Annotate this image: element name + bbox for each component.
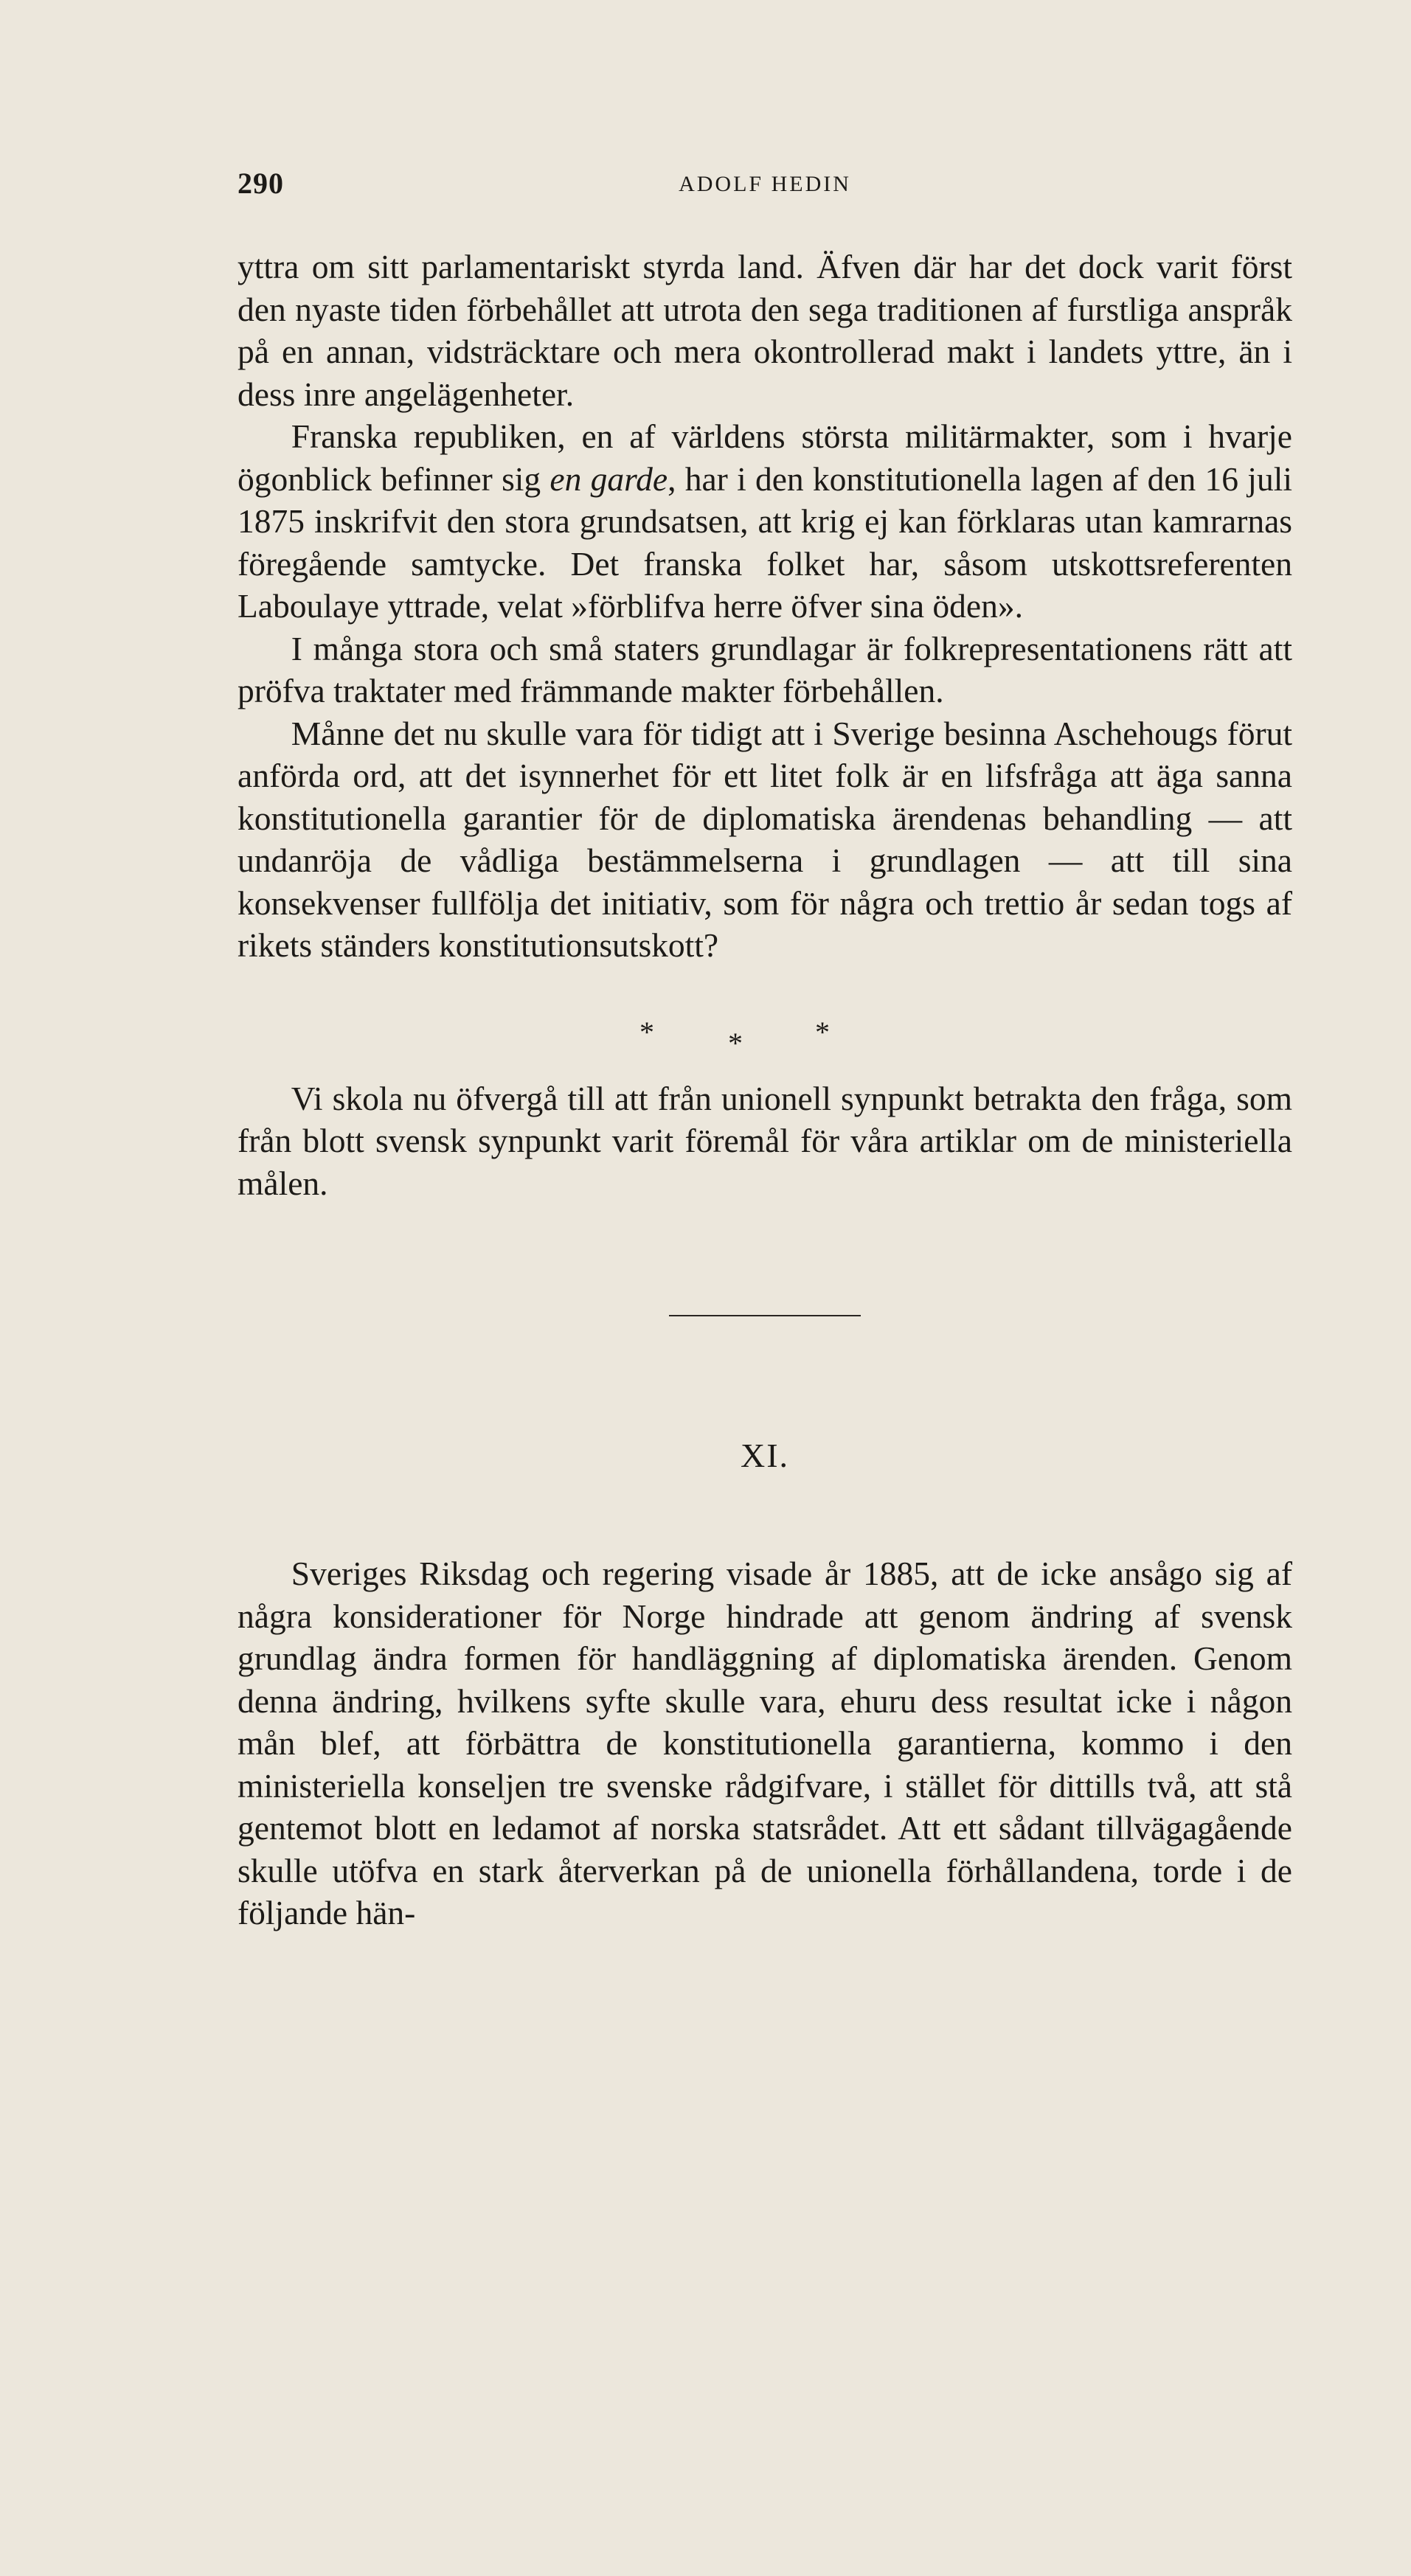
paragraph-text: Franska republiken, en af världens största militärmakter, som i hvarje ögonblick befinner sig — [238, 417, 1292, 498]
paragraph-text: Vi skola nu öfvergå till att från unionell synpunkt betrakta den fråga, som från blott svensk synpunkt varit föremål för våra artiklar om de ministeriella målen. — [238, 1079, 1292, 1202]
book-page — [238, 166, 1292, 1934]
asterisk: * — [639, 1015, 654, 1049]
paragraph — [238, 1077, 1292, 1205]
paragraph-text: , har i den konstitutionella lagen af den 16 juli 1875 inskrifvit den stora grundsatsen, att krig ej kan förklaras utan kamrarnas föregående samtycke. Det franska folket har, såsom utskottsreferenten Laboulaye yttrade, velat »förblifva herre öfver sina öden». — [238, 459, 1292, 625]
body-text — [238, 246, 1292, 1934]
text-block-before-asterism — [238, 246, 1292, 967]
running-head: ADOLF HEDIN — [679, 172, 851, 196]
paragraph — [238, 1552, 1292, 1934]
paragraph — [238, 712, 1292, 967]
section-heading: XI. — [740, 1437, 790, 1474]
paragraph — [238, 415, 1292, 628]
italic-phrase: en garde — [550, 459, 668, 498]
text-block-section-xi — [238, 1552, 1292, 1934]
paragraph-text: Månne det nu skulle vara för tidigt att i Sverige besinna Aschehougs förut anförda ord, att det isynnerhet för ett litet folk är en lifsfråga att äga sanna konstitutionella garantier för de diplomatiska ärendenas behandling — att undanröja de vådliga bestämmelserna i grundlagen — att till sina konsekvenser fullfölja det initiativ, som för några och trettio år sedan togs af rikets ständers konstitutionsutskott? — [238, 714, 1292, 964]
paragraph-text: I många stora och små staters grundlagar är folkrepresentationens rätt att pröfva traktater med främmande makter förbehållen. — [238, 629, 1292, 709]
text-block-after-asterism — [238, 1077, 1292, 1205]
paragraph-text: yttra om sitt parlamentariskt styrda land. Äfven där har det dock varit först den nyaste tiden förbehållet att utrota den sega traditionen af furstliga anspråk på en annan, vidsträcktare och mera okontrollerad makt i landets yttre, än i dess inre angelägenheter. — [238, 248, 1292, 413]
paragraph — [238, 628, 1292, 712]
section-divider-rule — [669, 1315, 861, 1316]
paragraph — [238, 246, 1292, 415]
asterisk: * — [728, 1026, 743, 1060]
page-number: 290 — [238, 167, 284, 200]
asterisk: * — [815, 1015, 830, 1049]
asterism — [238, 967, 1292, 1077]
page-header — [238, 166, 1292, 210]
paragraph-text: Sveriges Riksdag och regering visade år 1885, att de icke ansågo sig af några konsiderationer för Norge hindrade att genom ändring af svensk grundlag ändra formen för handläggning af diplomatiska ärenden. Genom denna ändring, hvilkens syfte skulle vara, ehuru dess resultat icke i någon mån blef, att förbättra de konstitutionella garantierna, kommo i den ministeriella konseljen tre svenske rådgifvare, i stället för dittills två, att stå gentemot blott en ledamot af norska statsrådet. Att ett sådant tillvägagående skulle utöfva en stark återverkan på de unionella förhållandena, torde i de följande hän- — [238, 1555, 1292, 1931]
